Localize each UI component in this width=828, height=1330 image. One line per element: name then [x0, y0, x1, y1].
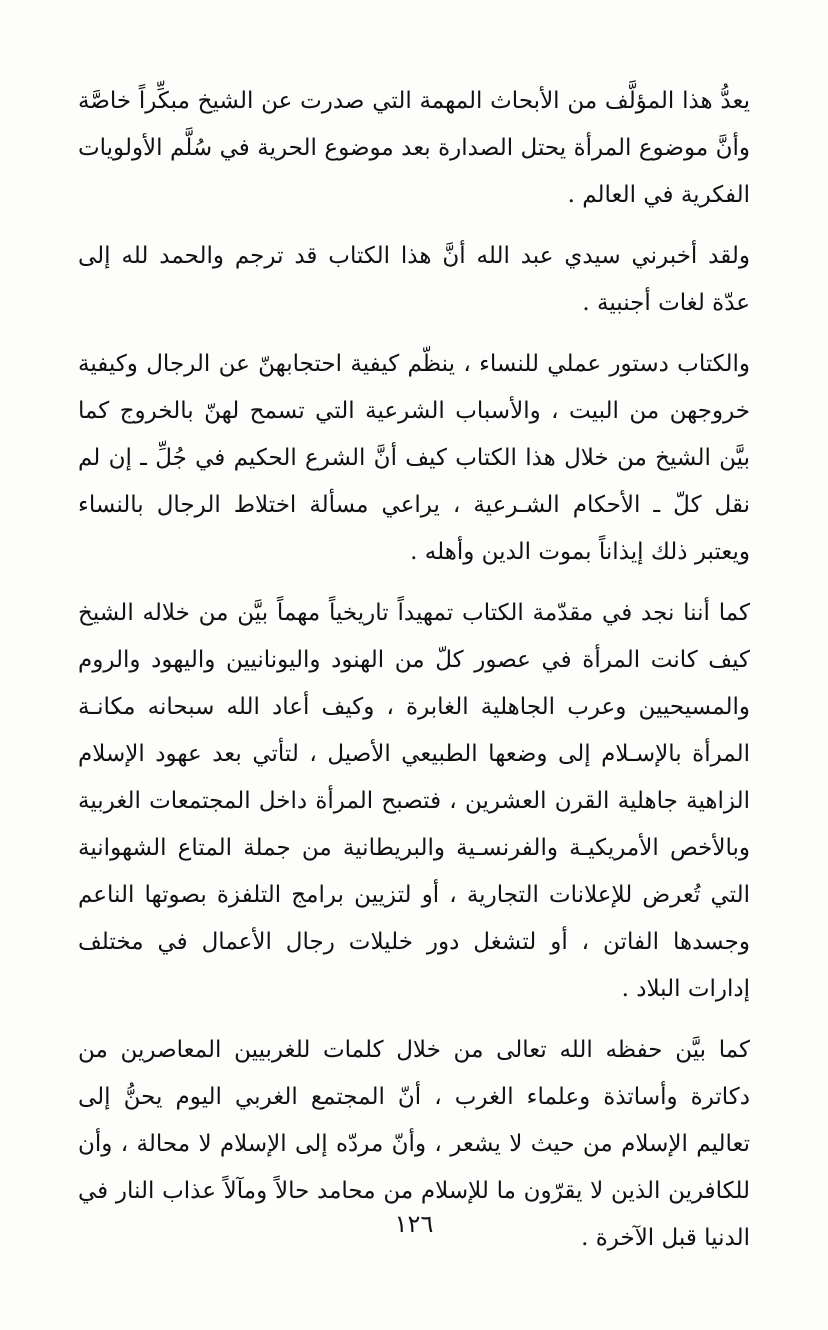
page-number: ١٢٦ [394, 1210, 434, 1238]
paragraph-5: كما بيَّن حفظه الله تعالى من خلال كلمات للغربيين المعاصرين من دكاترة وأساتذة وعلماء الغرب ، أنّ المجتمع الغربي اليوم يحنُّ إلى تعاليم الإسلام من حيث لا يشعر ، وأنّ مردّه إلى الإسلام لا محالة ، وأن للكافرين الذين لا يقرّون ما للإسلام من محامد حالاً ومآلاً عذاب النار في الدنيا قبل الآخرة . [78, 1037, 750, 1251]
body-text [78, 78, 750, 1276]
paragraph-3: والكتاب دستور عملي للنساء ، ينظّم كيفية احتجابهنّ عن الرجال وكيفية خروجهن من البيت ، والأسباب الشرعية التي تسمح لهنّ بالخروج كما بيَّن الشيخ من خلال هذا الكتاب كيف أنَّ الشرع الحكيم في جُلِّ ـ إن لم نقل كلّ ـ الأحكام الشـرعية ، يراعي مسألة اختلاط الرجال بالنساء ويعتبر ذلك إيذاناً بموت الدين وأهله . [78, 351, 750, 565]
paragraph-1: يعدُّ هذا المؤلَّف من الأبحاث المهمة التي صدرت عن الشيخ مبكِّراً خاصَّة وأنَّ موضوع المرأة يحتل الصدارة بعد موضوع الحرية في سُلَّم الأولويات الفكرية في العالم . [78, 88, 750, 208]
paragraph-2: ولقد أخبرني سيدي عبد الله أنَّ هذا الكتاب قد ترجم والحمد لله إلى عدّة لغات أجنبية . [78, 243, 750, 316]
paragraph-4: كما أننا نجد في مقدّمة الكتاب تمهيداً تاريخياً مهماً بيَّن من خلاله الشيخ كيف كانت المرأة في عصور كلّ من الهنود واليونانيين واليهود والروم والمسيحيين وعرب الجاهلية الغابرة ، وكيف أعاد الله سبحانه مكانـة المرأة بالإسـلام إلى وضعها الطبيعي الأصيل ، لتأتي بعد عهود الإسلام الزاهية جاهلية القرن العشرين ، فتصبح المرأة داخل المجتمعات الغربية وبالأخص الأمريكيـة والفرنسـية والبريطانية من جملة المتاع الشهوانية التي تُعرض للإعلانات التجارية ، أو لتزيين برامج التلفزة بصوتها الناعم وجسدها الفاتن ، أو لتشغل دور خليلات رجال الأعمال في مختلف إدارات البلاد . [78, 600, 750, 1002]
